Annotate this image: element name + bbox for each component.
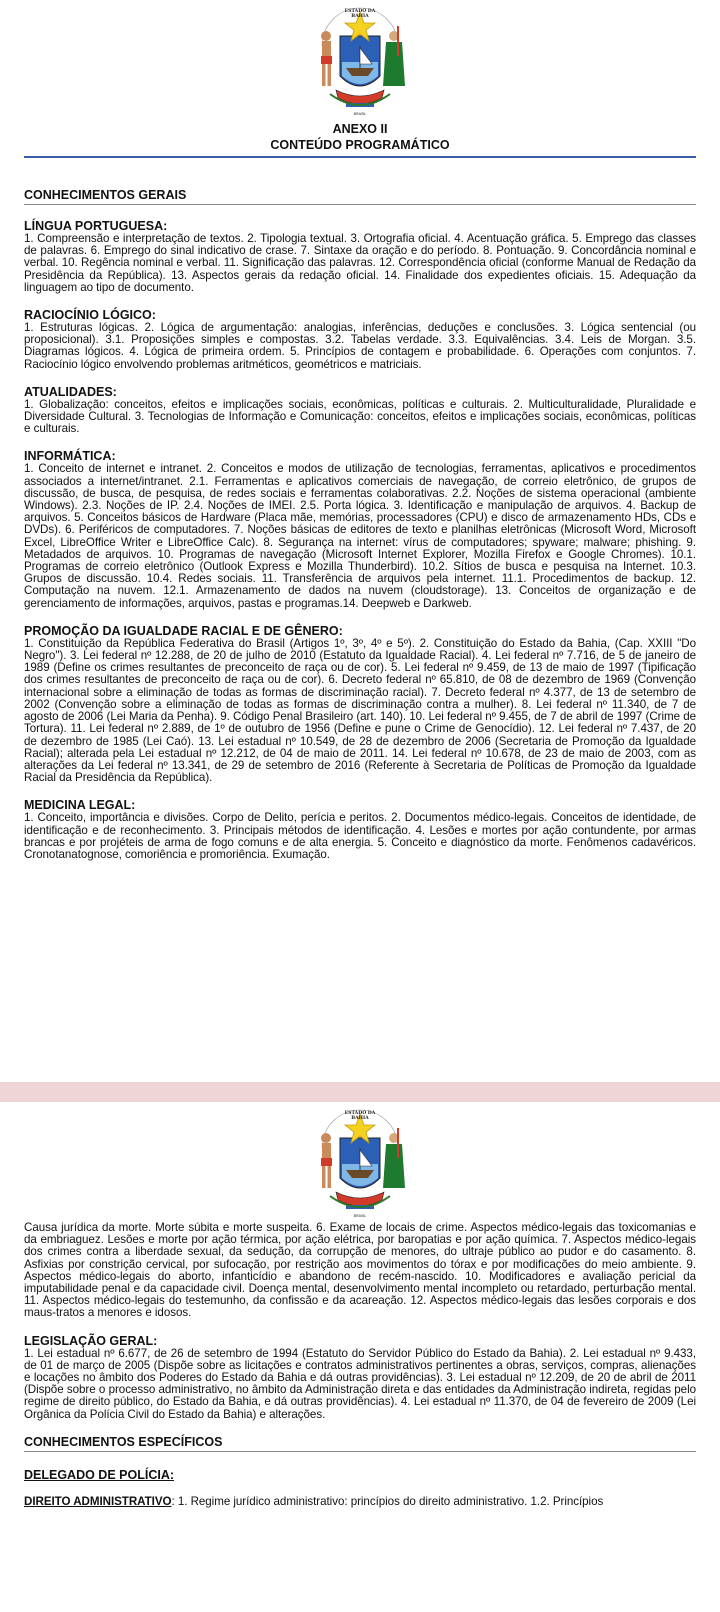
admin-law-text: : 1. Regime jurídico administrativo: princípios do direito administrativo. 1.2. Princípios [171, 1494, 604, 1508]
admin-law-label: DIREITO ADMINISTRATIVO [24, 1494, 172, 1508]
document-page-2 [0, 1102, 720, 1612]
section-title: LEGISLAÇÃO GERAL: [24, 1333, 158, 1348]
section-text: 1. Compreensão e interpretação de textos. 2. Tipologia textual. 3. Ortografia oficial. 4. Acentuação gráfica. 5. Emprego das classes de palavras. 6. Emprego do sinal indicativo de crase. 7. Sintaxe da oração e do período. 8. Pontuação. 9. Concordância nominal e verbal. 10. Regência nominal e verbal. 11. Significação das palavras. 12. Correspondência oficial (conforme Manual de Redação da Presidência da República). 13. Aspectos gerais da redação oficial. 14. Finalidade dos expedientes oficiais. 15. Adequação da linguagem ao tipo de documento. [24, 232, 696, 294]
section-title: MEDICINA LEGAL: [24, 798, 136, 813]
bahia-coat-of-arms-icon [300, 6, 420, 120]
section-legal-medicine [24, 798, 696, 861]
section-title: ATUALIDADES: [24, 384, 117, 399]
specific-knowledge-header: CONHECIMENTOS ESPECÍFICOS [24, 1434, 223, 1449]
page-separator [0, 1082, 720, 1102]
section-title: PROMOÇÃO DA IGUALDADE RACIAL E DE GÊNERO: [24, 623, 343, 638]
section-text: 1. Conceito de internet e intranet. 2. Conceitos e modos de utilização de tecnologias, ferramentas, aplicativos e procedimentos associados a internet/intranet. 2.1. Ferramentas e aplicativos comerciais de navegação, de correio eletrônico, de grupos de discussão, de busca, de pesquisa, de redes sociais e ferramentas colaborativas. 2.2. Noções de sistema operacional (ambiente Windows). 2.3. Noções de IP. 2.4. Noções de IMEI. 2.5. Porta lógica. 3. Identificação e manipulação de arquivos. 4. Backup de arquivos. 5. Conceitos básicos de Hardware (Placa mãe, memórias, processadores (CPU) e disco de armazenamento HDs, CDs e DVDs). 6. Periféricos de computadores. 7. Noções básicas de editores de texto e planilhas eletrônicas (Microsoft Word, Microsoft Excel, LibreOffice Writer e LibreOffice Calc). 8. Segurança na internet: vírus de computadores; spyware; malware; phishing. 9. Metadados de arquivos. 10. Programas de navegação (Microsoft Internet Explorer, Mozilla Firefox e Google Chromes). 10.1. Programas de correio eletrônico (Outlook Express e Mozilla Thunderbird). 10.2. Sítios de busca e pesquisa na Internet. 10.3. Grupos de discussão. 10.4. Redes sociais. 11. Transferência de arquivos pela internet. 11.1. Procedimentos de backup. 12. Computação na nuvem. 12.1. Armazenamento de dados na nuvem (cloudstorage). 13. Conceitos de organização e de gerenciamento de informações, arquivos, pastas e programas.14. Deepweb e Darkweb. [24, 462, 696, 610]
seal-top-text: ESTADO DA BAHIA [344, 1111, 376, 1121]
section-text: 1. Globalização: conceitos, efeitos e implicações sociais, econômicas, políticas e culturais. 2. Multiculturalidade, Pluralidade e Diversidade Cultural. 3. Tecnologias de Informação e Comunicação: conceitos, efeitos e implicações sociais, econômicas, políticas e culturais. [24, 397, 696, 436]
section-racial-equality [24, 624, 696, 784]
section-title: INFORMÁTICA: [24, 449, 116, 464]
section-current-affairs [24, 385, 696, 436]
role-title: DELEGADO DE POLÍCIA: [24, 1467, 175, 1482]
legal-medicine-continuation: Causa jurídica da morte. Morte súbita e morte suspeita. 6. Exame de locais de crime. Aspectos médico-legais das toxicomanias e da embriaguez. Lesões e morte por ação térmica, por ação elétrica, por baropatias e por ação química. 7. Aspectos médico-legais dos crimes contra a liberdade sexual, da sedução, da corrupção de menores, do ultraje público ao pudor e do casamento. 8. Asfixias por constrição cervical, por sufocação, por restrição aos movimentos do tórax e por modificações do meio ambiente. 9. Aspectos médico-legais do aborto, infanticídio e abandono de recém-nascido. 10. Modificadores e avaliação pericial da imputabilidade penal e da capacidade civil. Doença mental, desenvolvimento mental incompleto ou retardado, perturbação mental. 11. Aspectos médico-legais do testemunho, da confissão e da acareação. 12. Aspectos médico-legais das lesões corporais e dos maus-tratos a menores e idosos. [24, 1221, 696, 1320]
page-title: CONTEÚDO PROGRAMÁTICO [270, 138, 450, 152]
section-text: 1. Lei estadual nº 6.677, de 26 de setembro de 1994 (Estatuto do Servidor Público do Estado da Bahia). 2. Lei estadual nº 9.433, de 01 de março de 2005 (Dispõe sobre as licitações e contratos administrativos pertinentes a obras, serviços, compras, alienações e locações no âmbito dos Poderes do Estado da Bahia e dá outras providências). 3. Lei estadual nº 12.209, de 20 de abril de 2011 (Dispõe sobre o processo administrativo, no âmbito da Administração direta e das entidades da Administração indireta, regidas pelo regime de direito público, do Estado da Bahia, e dá outras providências). 4. Lei estadual nº 11.370, de 04 de fevereiro de 2009 (Lei Orgânica da Polícia Civil do Estado da Bahia) e alterações. [24, 1346, 696, 1421]
general-knowledge-header: CONHECIMENTOS GERAIS [24, 188, 187, 202]
section-divider [24, 1451, 696, 1452]
title-divider [24, 156, 696, 158]
state-seal [300, 1108, 420, 1222]
admin-law-line [24, 1496, 696, 1508]
seal-bottom-text: BRASIL [353, 1214, 367, 1218]
section-title: LÍNGUA PORTUGUESA: [24, 219, 168, 233]
seal-bottom-text: BRASIL [353, 112, 367, 116]
seal-top-text: ESTADO DA BAHIA [344, 9, 376, 19]
section-text: 1. Estruturas lógicas. 2. Lógica de argumentação: analogias, inferências, deduções e conclusões. 3. Lógica sentencial (ou proposicional). 3.1. Proposições simples e compostas. 3.2. Tabelas verdade. 3.3. Equivalências. 3.4. Leis de Morgan. 3.5. Diagramas lógicos. 4. Lógica de primeira ordem. 5. Princípios de contagem e probabilidade. 6. Operações com conjuntos. 7. Raciocínio lógico envolvendo problemas aritméticos, geométricos e matriciais. [24, 321, 696, 371]
section-informatics [24, 449, 696, 609]
section-logic [24, 308, 696, 371]
section-text: 1. Conceito, importância e divisões. Corpo de Delito, perícia e peritos. 2. Documentos médico-legais. Conceitos de identidade, de identificação e de reconhecimento. 3. Principais métodos de identificação. 4. Lesões e mortes por ação contundente, por armas brancas e por projéteis de arma de fogo comuns e de alta energia. 5. Conceito e diagnóstico da morte. Fenômenos cadavéricos. Cronotanatognose, comoriência e promoriência. Exumação. [24, 811, 696, 861]
section-general-legislation [24, 1334, 696, 1421]
section-title: RACIOCÍNIO LÓGICO: [24, 308, 156, 323]
bahia-coat-of-arms-icon [300, 1108, 420, 1222]
section-portuguese [24, 219, 696, 294]
state-seal [300, 6, 420, 120]
section-text: 1. Constituição da República Federativa do Brasil (Artigos 1º, 3º, 4º e 5º). 2. Constituição do Estado da Bahia, (Cap. XXIII "Do Negro"). 3. Lei federal nº 12.288, de 20 de julho de 2010 (Estatuto da Igualdade Racial). 4. Lei federal nº 7.716, de 5 de janeiro de 1989 (Define os crimes resultantes de preconceito de raça ou de cor). 5. Lei federal nº 9.459, de 13 de maio de 1997 (Tipificação dos crimes resultantes de preconceito de raça ou de cor). 6. Decreto federal nº 65.810, de 08 de dezembro de 1969 (Convenção internacional sobre a eliminação de todas as formas de discriminação racial). 7. Decreto federal nº 4.377, de 13 de setembro de 2002 (Convenção sobre a eliminação de todas as formas de discriminação contra a mulher). 8. Lei federal nº 11.340, de 7 de agosto de 2006 (Lei Maria da Penha). 9. Código Penal Brasileiro (art. 140). 10. Lei federal nº 9.455, de 7 de abril de 1997 (Crime de Tortura). 11. Lei federal nº 2.889, de 1º de outubro de 1956 (Define e pune o Crime de Genocídio). 12. Lei federal nº 7.437, de 20 de dezembro de 1985 (Lei Caó). 13. Lei estadual nº 10.549, de 28 de dezembro de 2006 (Secretaria de Promoção da Igualdade Racial); alterada pela Lei estadual nº 12.212, de 04 de maio de 2011. 14. Lei federal nº 10.678, de 23 de maio de 2003, com as alterações da Lei federal nº 13.341, de 29 de setembro de 2016 (Referente à Secretaria de Políticas de Promoção da Igualdade Racial da Presidência da República). [24, 636, 696, 785]
annex-label: ANEXO II [332, 122, 388, 136]
section-divider [24, 204, 696, 205]
